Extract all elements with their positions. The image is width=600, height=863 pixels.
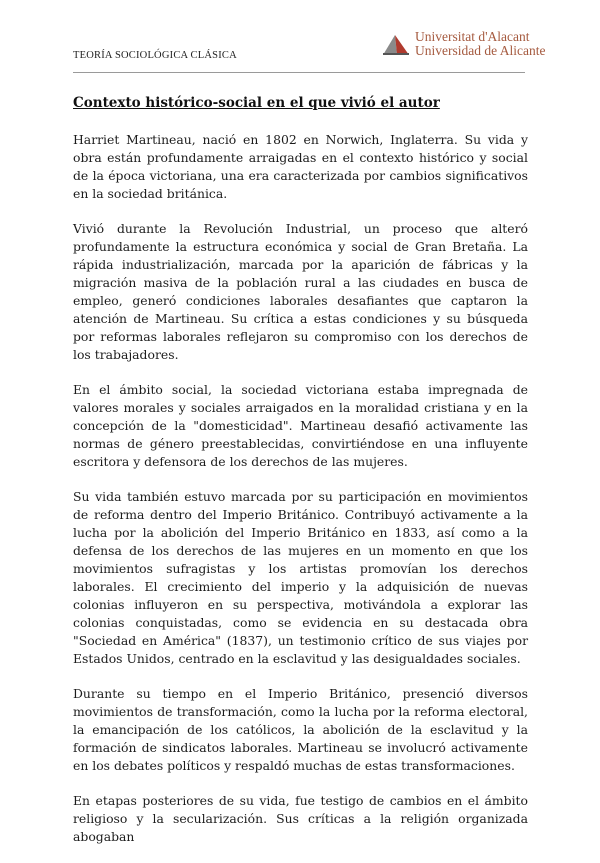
header-title: TEORÍA SOCIOLÓGICA CLÁSICA: [73, 50, 237, 61]
paragraph: Su vida también estuvo marcada por su participación en movimientos de reforma dentro del Imperio Británico. Contribuyó activamente a la lucha por la abolición del Imperio Británico en 1833, así como a la defensa de los derechos de las mujeres en un momento en que los movimientos sufragistas y los artistas promovían los derechos laborales. El crecimiento del imperio y la adquisición de nuevas colonias influyeron en su perspectiva, motivándola a explorar las colonias conquistadas, como se evidencia en su destacada obra "Sociedad en América" (1837), un testimonio crítico de sus viajes por Estados Unidos, centrado en la esclavitud y las desigualdades sociales.: [73, 489, 528, 666]
university-logo-icon: [381, 31, 411, 57]
paragraph: En el ámbito social, la sociedad victoriana estaba impregnada de valores morales y sociales arraigados en la moralidad cristiana y en la concepción de la "domesticidad". Martineau desafió activamente las normas de género preestablecidas, convirtiéndose en una influyente escritora y defensora de los derechos de las mujeres.: [73, 382, 528, 469]
logo-line-2: Universidad de Alicante: [415, 43, 546, 58]
document-title: Contexto histórico-social en el que vivió el autor: [73, 95, 440, 111]
paragraph: Vivió durante la Revolución Industrial, un proceso que alteró profundamente la estructura económica y social de Gran Bretaña. La rápida industrialización, marcada por la aparición de fábricas y la migración masiva de la población rural a las ciudades en busca de empleo, generó condiciones laborales desafiantes que captaron la atención de Martineau. Su crítica a estas condiciones y su búsqueda por reformas laborales reflejaron su compromiso con los derechos de los trabajadores.: [73, 221, 528, 362]
paragraph: Durante su tiempo en el Imperio Británico, presenció diversos movimientos de transformación, como la lucha por la reforma electoral, la emancipación de los católicos, la abolición de la esclavitud y la formación de sindicatos laborales. Martineau se involucró activamente en los debates políticos y respaldó muchas de estas transformaciones.: [73, 686, 528, 773]
paragraph: En etapas posteriores de su vida, fue testigo de cambios en el ámbito religioso y la secularización. Sus críticas a la religión organizada abogaban: [73, 793, 528, 844]
document-body: [73, 131, 528, 863]
header-divider: [73, 72, 525, 73]
logo-line-1: Universitat d'Alacant: [415, 29, 530, 44]
university-logo: [381, 30, 545, 58]
paragraph: Harriet Martineau, nació en 1802 en Norwich, Inglaterra. Su vida y obra están profundamente arraigadas en el contexto histórico y social de la época victoriana, una era caracterizada por cambios significativos en la sociedad británica.: [73, 132, 528, 201]
